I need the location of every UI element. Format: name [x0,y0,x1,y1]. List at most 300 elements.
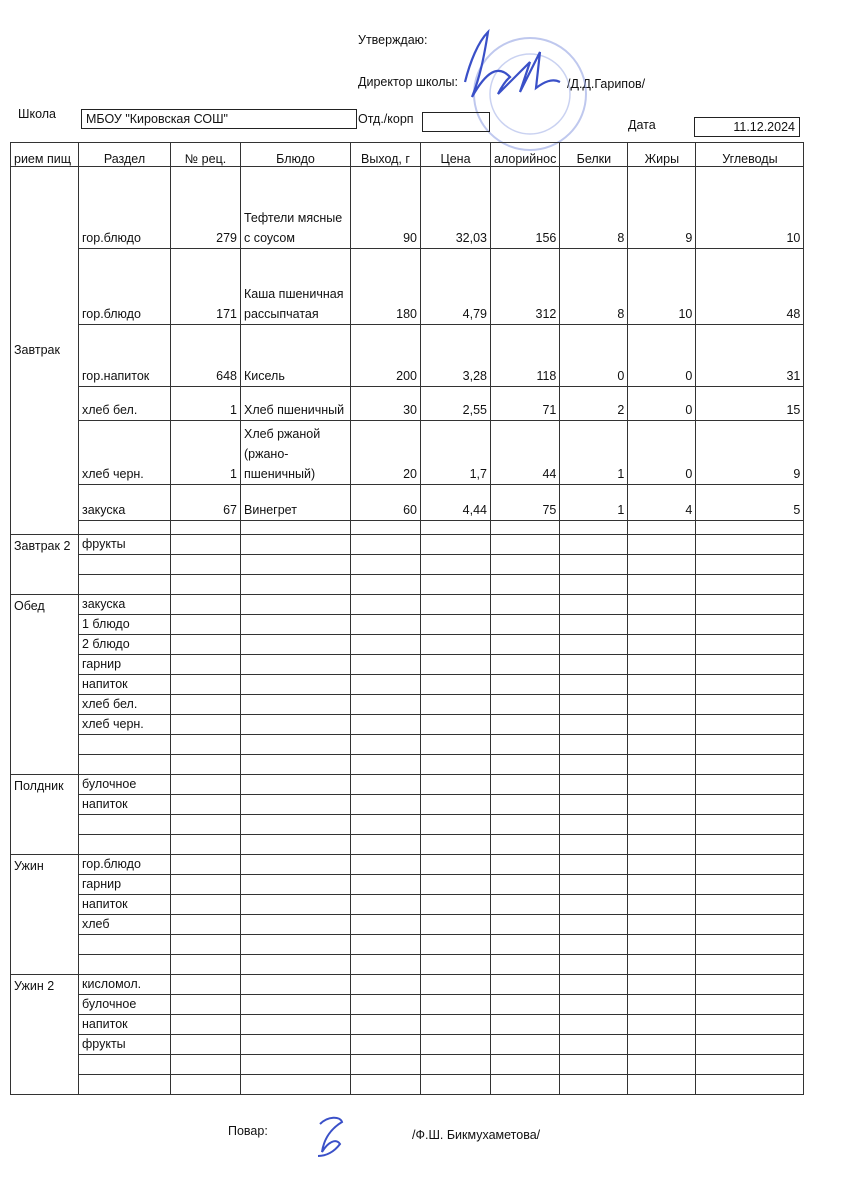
column-header: Блюдо [241,143,351,167]
section-cell: 2 блюдо [79,635,171,655]
recipe-cell: 279 [171,167,241,249]
empty-cell [560,835,628,855]
carbs-cell: 31 [696,325,804,387]
cook-name: /Ф.Ш. Бикмухаметова/ [412,1128,541,1142]
empty-cell [696,1075,804,1095]
empty-cell [351,835,421,855]
empty-cell [171,755,241,775]
table-row [11,387,804,421]
empty-cell [628,555,696,575]
empty-cell [628,735,696,755]
empty-cell [79,555,171,575]
empty-cell [241,955,351,975]
empty-cell [628,795,696,815]
empty-cell [560,1075,628,1095]
empty-cell [421,1055,491,1075]
empty-cell [491,635,560,655]
table-row [11,1075,804,1095]
protein-cell: 8 [560,249,628,325]
empty-cell [241,995,351,1015]
price-cell: 1,7 [421,421,491,485]
empty-cell [491,655,560,675]
empty-cell [79,955,171,975]
kcal-cell: 75 [491,485,560,521]
dish-cell: Кисель [241,325,351,387]
empty-cell [351,555,421,575]
dish-cell: Тефтели мясные с соусом [241,167,351,249]
empty-cell [491,595,560,615]
table-row [11,521,804,535]
column-header: Жиры [628,143,696,167]
empty-cell [351,655,421,675]
empty-cell [421,795,491,815]
empty-cell [171,615,241,635]
empty-cell [421,935,491,955]
director-label: Директор школы: [358,75,458,89]
column-header: рием пищ [11,143,79,167]
table-row [11,995,804,1015]
table-row [11,955,804,975]
section-cell: гор.блюдо [79,855,171,875]
weight-cell: 200 [351,325,421,387]
empty-cell [171,915,241,935]
empty-cell [421,715,491,735]
empty-cell [696,595,804,615]
column-header: № рец. [171,143,241,167]
empty-cell [241,615,351,635]
empty-cell [241,635,351,655]
table-row [11,615,804,635]
dish-cell: Винегрет [241,485,351,521]
table-row [11,575,804,595]
dept-field[interactable] [422,112,490,132]
empty-cell [79,1055,171,1075]
weight-cell: 60 [351,485,421,521]
fat-cell: 0 [628,325,696,387]
empty-cell [491,535,560,555]
empty-cell [696,735,804,755]
empty-cell [171,895,241,915]
empty-cell [560,975,628,995]
table-row [11,795,804,815]
kcal-cell: 71 [491,387,560,421]
table-row [11,875,804,895]
empty-cell [351,755,421,775]
empty-cell [491,695,560,715]
empty-cell [351,975,421,995]
section-cell: закуска [79,485,171,521]
empty-cell [696,755,804,775]
empty-cell [351,695,421,715]
empty-cell [696,775,804,795]
section-cell: 1 блюдо [79,615,171,635]
empty-cell [171,521,241,535]
empty-cell [491,1015,560,1035]
empty-cell [696,535,804,555]
empty-cell [628,1075,696,1095]
empty-cell [696,1015,804,1035]
empty-cell [241,895,351,915]
empty-cell [560,695,628,715]
kcal-cell: 156 [491,167,560,249]
table-row [11,755,804,775]
empty-cell [696,875,804,895]
empty-cell [79,1075,171,1095]
empty-cell [628,655,696,675]
empty-cell [241,1035,351,1055]
price-cell: 4,44 [421,485,491,521]
empty-cell [628,1055,696,1075]
empty-cell [241,655,351,675]
approve-label: Утверждаю: [358,33,428,47]
empty-cell [628,755,696,775]
empty-cell [351,955,421,975]
carbs-cell: 9 [696,421,804,485]
empty-cell [421,1075,491,1095]
weight-cell: 180 [351,249,421,325]
menu-table [10,142,804,1095]
empty-cell [421,655,491,675]
table-row [11,635,804,655]
empty-cell [241,975,351,995]
empty-cell [351,795,421,815]
empty-cell [171,795,241,815]
empty-cell [171,1035,241,1055]
dish-cell: Хлеб пшеничный [241,387,351,421]
empty-cell [696,895,804,915]
table-row [11,595,804,615]
empty-cell [628,1015,696,1035]
empty-cell [560,575,628,595]
empty-cell [696,975,804,995]
empty-cell [241,575,351,595]
empty-cell [696,675,804,695]
empty-cell [491,915,560,935]
empty-cell [351,735,421,755]
empty-cell [421,615,491,635]
empty-cell [560,735,628,755]
empty-cell [628,915,696,935]
empty-cell [421,915,491,935]
section-cell: фрукты [79,535,171,555]
empty-cell [628,635,696,655]
empty-cell [491,995,560,1015]
table-row [11,167,804,249]
table-row [11,325,804,387]
column-header: Раздел [79,143,171,167]
empty-cell [241,535,351,555]
dish-cell: Каша пшеничная рассыпчатая [241,249,351,325]
empty-cell [171,715,241,735]
section-cell: напиток [79,1015,171,1035]
empty-cell [696,521,804,535]
empty-cell [351,635,421,655]
table-row [11,975,804,995]
empty-cell [628,935,696,955]
empty-cell [241,775,351,795]
empty-cell [171,635,241,655]
empty-cell [560,935,628,955]
empty-cell [628,535,696,555]
empty-cell [628,855,696,875]
empty-cell [351,615,421,635]
section-cell: фрукты [79,1035,171,1055]
empty-cell [560,1055,628,1075]
empty-cell [171,995,241,1015]
table-row [11,895,804,915]
empty-cell [491,615,560,635]
empty-cell [628,615,696,635]
empty-cell [491,835,560,855]
section-cell: гор.блюдо [79,167,171,249]
empty-cell [628,575,696,595]
section-cell: булочное [79,775,171,795]
empty-cell [171,675,241,695]
empty-cell [351,895,421,915]
empty-cell [491,975,560,995]
empty-cell [628,595,696,615]
empty-cell [421,975,491,995]
empty-cell [351,1015,421,1035]
section-cell: закуска [79,595,171,615]
empty-cell [560,775,628,795]
empty-cell [171,1015,241,1035]
empty-cell [79,735,171,755]
recipe-cell: 171 [171,249,241,325]
empty-cell [421,595,491,615]
empty-cell [171,555,241,575]
empty-cell [241,795,351,815]
column-header: Углеводы [696,143,804,167]
empty-cell [560,755,628,775]
empty-cell [628,995,696,1015]
fat-cell: 9 [628,167,696,249]
empty-cell [421,995,491,1015]
section-cell: хлеб бел. [79,387,171,421]
empty-cell [79,835,171,855]
table-header [11,143,804,167]
empty-cell [241,595,351,615]
empty-cell [171,595,241,615]
carbs-cell: 48 [696,249,804,325]
empty-cell [628,815,696,835]
empty-cell [560,521,628,535]
empty-cell [696,695,804,715]
empty-cell [171,575,241,595]
empty-cell [79,575,171,595]
empty-cell [171,735,241,755]
recipe-cell: 648 [171,325,241,387]
table-row [11,855,804,875]
empty-cell [171,655,241,675]
section-cell: гарнир [79,875,171,895]
table-body [11,167,804,1095]
empty-cell [491,715,560,735]
date-label: Дата [628,118,656,132]
table-row [11,815,804,835]
empty-cell [491,755,560,775]
empty-cell [491,955,560,975]
section-cell: хлеб черн. [79,421,171,485]
recipe-cell: 1 [171,387,241,421]
school-field[interactable]: МБОУ "Кировская СОШ" [81,109,357,129]
empty-cell [696,575,804,595]
empty-cell [696,955,804,975]
empty-cell [171,1075,241,1095]
empty-cell [351,521,421,535]
empty-cell [171,815,241,835]
empty-cell [696,795,804,815]
empty-cell [421,575,491,595]
empty-cell [628,955,696,975]
empty-cell [241,675,351,695]
empty-cell [171,875,241,895]
table-row [11,695,804,715]
fat-cell: 0 [628,421,696,485]
empty-cell [696,655,804,675]
protein-cell: 8 [560,167,628,249]
empty-cell [421,555,491,575]
empty-cell [351,775,421,795]
empty-cell [241,755,351,775]
empty-cell [696,1035,804,1055]
table-row [11,421,804,485]
dept-label: Отд./корп [358,112,414,126]
empty-cell [491,521,560,535]
empty-cell [491,575,560,595]
empty-cell [351,1055,421,1075]
empty-cell [560,955,628,975]
empty-cell [171,835,241,855]
empty-cell [491,675,560,695]
empty-cell [241,1015,351,1035]
empty-cell [241,555,351,575]
protein-cell: 0 [560,325,628,387]
empty-cell [421,535,491,555]
empty-cell [560,595,628,615]
weight-cell: 90 [351,167,421,249]
empty-cell [421,755,491,775]
empty-cell [491,895,560,915]
empty-cell [491,1055,560,1075]
empty-cell [696,555,804,575]
empty-cell [421,695,491,715]
empty-cell [421,775,491,795]
school-label: Школа [18,107,56,121]
column-header: Цена [421,143,491,167]
meal-name-cell: Полдник [11,775,79,855]
table-row [11,555,804,575]
empty-cell [560,995,628,1015]
empty-cell [351,875,421,895]
empty-cell [560,1015,628,1035]
empty-cell [560,915,628,935]
weight-cell: 30 [351,387,421,421]
table-row [11,715,804,735]
table-row [11,1035,804,1055]
empty-cell [628,695,696,715]
table-row [11,935,804,955]
date-field[interactable]: 11.12.2024 [694,117,800,137]
empty-cell [171,775,241,795]
empty-cell [241,1055,351,1075]
empty-cell [241,1075,351,1095]
empty-cell [628,521,696,535]
empty-cell [560,855,628,875]
empty-cell [351,535,421,555]
table-row [11,915,804,935]
empty-cell [79,521,171,535]
empty-cell [241,835,351,855]
empty-cell [560,615,628,635]
empty-cell [628,1035,696,1055]
empty-cell [351,935,421,955]
section-cell: напиток [79,795,171,815]
empty-cell [628,715,696,735]
empty-cell [241,915,351,935]
empty-cell [171,975,241,995]
empty-cell [241,875,351,895]
carbs-cell: 5 [696,485,804,521]
empty-cell [351,715,421,735]
fat-cell: 0 [628,387,696,421]
empty-cell [421,855,491,875]
empty-cell [696,835,804,855]
empty-cell [171,1055,241,1075]
empty-cell [241,715,351,735]
empty-cell [351,915,421,935]
empty-cell [421,1015,491,1035]
empty-cell [241,855,351,875]
table-row [11,1055,804,1075]
school-stamp [440,22,600,152]
empty-cell [421,955,491,975]
empty-cell [351,815,421,835]
empty-cell [351,675,421,695]
table-row [11,655,804,675]
empty-cell [696,855,804,875]
empty-cell [351,1075,421,1095]
empty-cell [560,535,628,555]
empty-cell [171,695,241,715]
empty-cell [351,595,421,615]
dish-cell: Хлеб ржаной (ржано-пшеничный) [241,421,351,485]
weight-cell: 20 [351,421,421,485]
section-cell: кисломол. [79,975,171,995]
empty-cell [628,835,696,855]
meal-name-cell: Обед [11,595,79,775]
section-cell: напиток [79,675,171,695]
empty-cell [491,1035,560,1055]
recipe-cell: 1 [171,421,241,485]
empty-cell [351,1035,421,1055]
empty-cell [421,815,491,835]
empty-cell [171,535,241,555]
empty-cell [351,855,421,875]
empty-cell [421,835,491,855]
empty-cell [491,555,560,575]
empty-cell [421,675,491,695]
empty-cell [560,675,628,695]
empty-cell [421,875,491,895]
empty-cell [560,795,628,815]
price-cell: 4,79 [421,249,491,325]
meal-name-cell: Завтрак [11,167,79,535]
protein-cell: 1 [560,485,628,521]
empty-cell [351,995,421,1015]
empty-cell [560,815,628,835]
column-header: Белки [560,143,628,167]
